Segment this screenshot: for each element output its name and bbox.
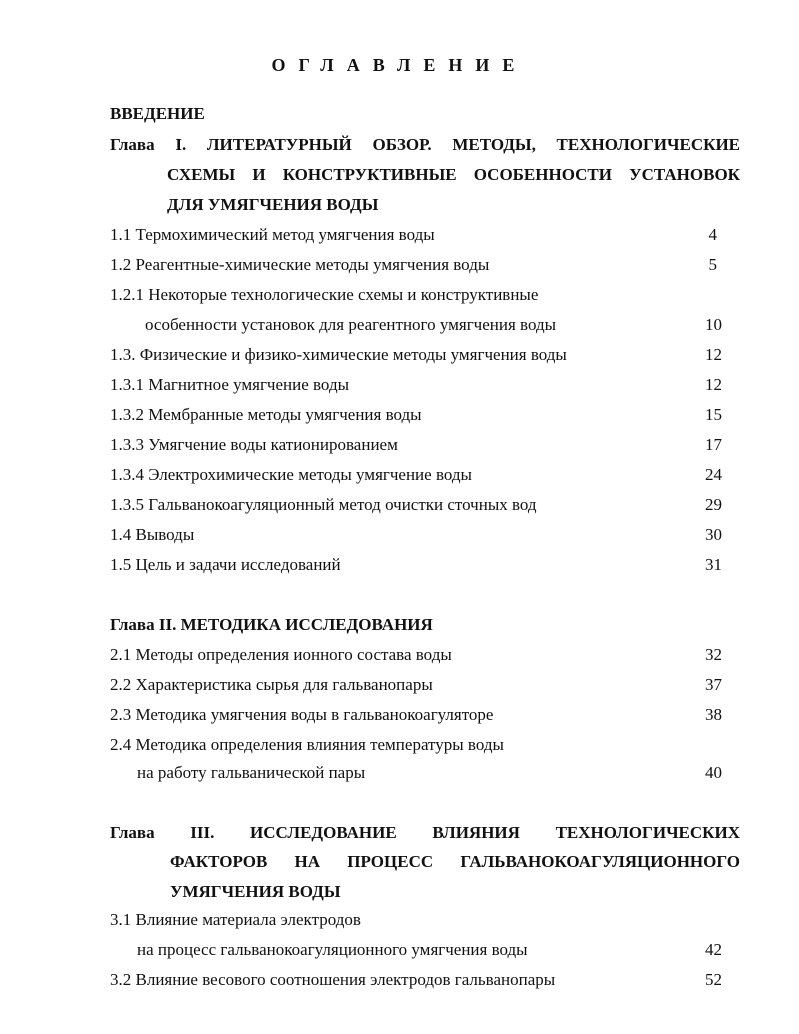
chapter1-heading-line2: СХЕМЫ И КОНСТРУКТИВНЫЕ ОСОБЕННОСТИ УСТАНОВОК (167, 165, 740, 184)
toc-page-number: 42 (705, 940, 722, 959)
toc-page-number: 12 (705, 375, 722, 394)
chapter1-title: I. ЛИТЕРАТУРНЫЙ ОБЗОР. МЕТОДЫ, ТЕХНОЛОГИЧЕСКИЕ (175, 135, 741, 154)
toc-page-number: 5 (708, 255, 717, 274)
toc-entry: 1.3.5 Гальванокоагуляционный метод очистки сточных вод (110, 495, 537, 514)
toc-page-number: 10 (705, 315, 722, 334)
toc-entry: 2.3 Методика умягчения воды в гальванокоагуляторе (110, 705, 494, 724)
toc-entry-continuation: на работу гальванической пары (137, 763, 366, 782)
chapter1-heading-line3: ДЛЯ УМЯГЧЕНИЯ ВОДЫ (167, 195, 379, 214)
toc-page-number: 32 (705, 645, 722, 664)
page-title: ОГЛАВЛЕНИЕ (271, 55, 528, 75)
toc-entry: 1.1 Термохимический метод умягчения воды (110, 225, 435, 244)
toc-intro: ВВЕДЕНИЕ (110, 104, 205, 123)
toc-page-number: 24 (705, 465, 722, 484)
toc-entry: 2.1 Методы определения ионного состава воды (110, 645, 452, 664)
chapter3-heading-line1 (110, 823, 740, 843)
toc-entry: 1.4 Выводы (110, 525, 195, 544)
toc-page-number: 17 (705, 435, 722, 454)
toc-page-number: 31 (705, 555, 722, 574)
toc-entry-continuation: на процесс гальванокоагуляционного умягчения воды (137, 940, 528, 959)
toc-page-number: 52 (705, 970, 722, 989)
toc-entry: 1.2 Реагентные-химические методы умягчения воды (110, 255, 490, 274)
toc-entry: 2.4 Методика определения влияния температуры воды (110, 735, 504, 754)
toc-entry: 1.3.3 Умягчение воды катионированием (110, 435, 398, 454)
chapter3-heading-line2: ФАКТОРОВ НА ПРОЦЕСС ГАЛЬВАНОКОАГУЛЯЦИОННОГО (170, 852, 740, 871)
toc-entry: 1.3.1 Магнитное умягчение воды (110, 375, 350, 394)
toc-entry: 3.1 Влияние материала электродов (110, 910, 361, 929)
chapter-label: Глава (110, 135, 155, 154)
toc-entry: 2.2 Характеристика сырья для гальванопары (110, 675, 433, 694)
toc-page-number: 37 (705, 675, 722, 694)
toc-page-number: 40 (705, 763, 722, 782)
toc-page-number: 38 (705, 705, 722, 724)
chapter3-heading-line3: УМЯГЧЕНИЯ ВОДЫ (170, 882, 341, 901)
toc-entry: 3.2 Влияние весового соотношения электродов гальванопары (110, 970, 556, 989)
chapter2-heading: Глава II. МЕТОДИКА ИССЛЕДОВАНИЯ (110, 615, 433, 634)
toc-entry: 1.3.2 Мембранные методы умягчения воды (110, 405, 422, 424)
toc-page-number: 4 (708, 225, 717, 244)
toc-entry: 1.3. Физические и физико-химические методы умягчения воды (110, 345, 567, 364)
toc-entry: 1.3.4 Электрохимические методы умягчение воды (110, 465, 472, 484)
toc-page-number: 29 (705, 495, 722, 514)
toc-entry: 1.5 Цель и задачи исследований (110, 555, 341, 574)
chapter1-heading-line1 (110, 135, 740, 155)
toc-page-number: 30 (705, 525, 722, 544)
toc-entry-continuation: особенности установок для реагентного умягчения воды (145, 315, 557, 334)
toc-page-number: 12 (705, 345, 722, 364)
toc-page-number: 15 (705, 405, 722, 424)
chapter3-title: III. ИССЛЕДОВАНИЕ ВЛИЯНИЯ ТЕХНОЛОГИЧЕСКИХ (190, 823, 740, 842)
chapter-label: Глава (110, 823, 155, 842)
toc-entry: 1.2.1 Некоторые технологические схемы и конструктивные (110, 285, 539, 304)
